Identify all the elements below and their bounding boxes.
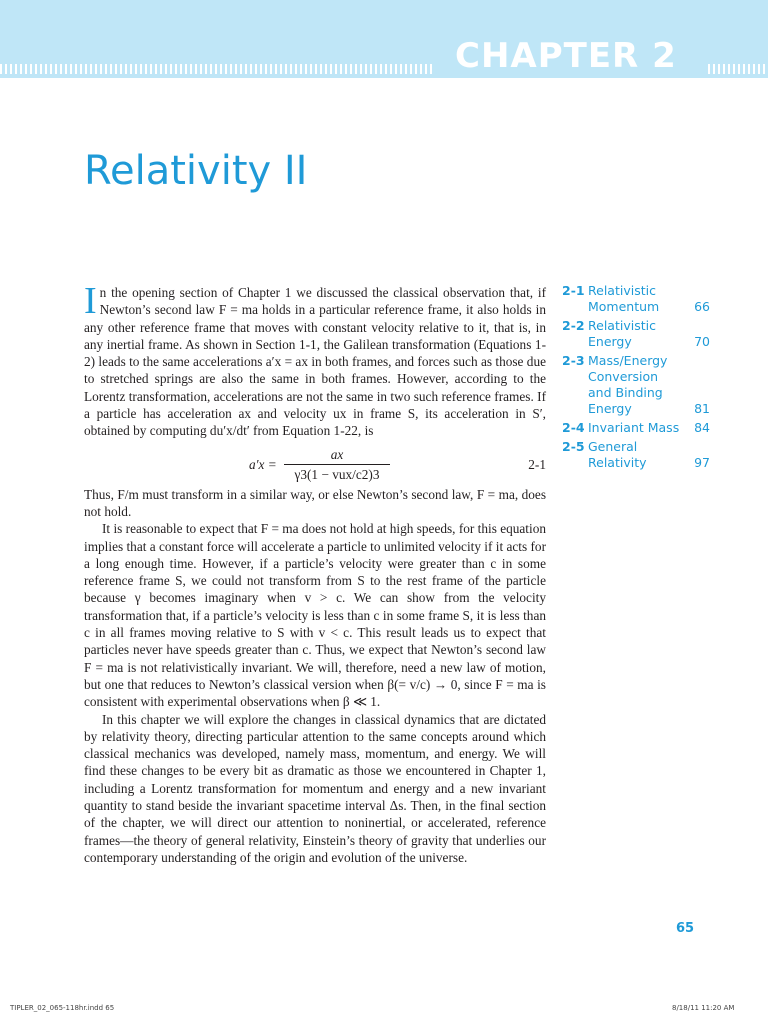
equation-fraction (284, 446, 390, 484)
equation-numerator: ax (284, 446, 390, 465)
toc-item-title: Mass/Energy Conversion and Binding Energy (588, 353, 668, 416)
toc-item-number: 2-3 (562, 353, 585, 368)
toc-item-title: General Relativity (588, 439, 647, 470)
paragraph: It is reasonable to expect that F = ma does not hold at high speeds, for this equation implies that a constant force will accelerate a particle to unlimited velocity if it acts for a long enough time. However, if a particle’s velocity were greater than c in some reference frame S, we could not transform from S to the rest frame of the particle because γ becomes imaginary when v > c. We can show from the velocity transformation that, if a particle’s velocity is less than c in some frame S, it is less than c in all frames moving relative to S with v < c. This result leads us to expect that particles never have speeds greater than c. Thus, we expect that Newton’s second law F = ma is not relativistically invariant. We will, therefore, need a new law of motion, but one that reduces to Newton’s classical version when β(= v/c) → 0, since F = ma is consistent with experimental observations when β ≪ 1. (84, 521, 546, 710)
chapter-label: CHAPTER 2 (455, 36, 677, 76)
chapter-body (84, 280, 546, 866)
chapter-contents (562, 283, 710, 474)
drop-cap: I (84, 280, 97, 322)
paragraph: Thus, F/m must transform in a similar way, or else Newton’s second law, F = ma, does not hold. (84, 486, 546, 519)
toc-item-number: 2-1 (562, 283, 585, 298)
toc-item-number: 2-5 (562, 439, 585, 454)
toc-item-page: 81 (694, 401, 710, 416)
chapter-banner (0, 0, 768, 78)
paragraph: In this chapter we will explore the changes in classical dynamics that are dictated by relativity theory, directing particular attention to the same concepts around which classical mechanics was developed, namely mass, momentum, and energy. We will find these changes to be every bit as dramatic as those we encountered in Chapter 1, including a Lorentz transformation for momentum and energy and a new invariant quantity to stand beside the invariant spacetime interval Δs. Then, in the final section of the chapter, we will direct our attention to noninertial, or accelerated, reference frames—the theory of general relativity, Einstein’s theory of gravity that underlies our contemporary understanding of the origin and evolution of the universe. (84, 711, 546, 865)
intro-paragraph-text: n the opening section of Chapter 1 we discussed the classical observation that, if Newton’s second law F = ma holds in a particular reference frame, it also holds in any other reference frame that moves with constant velocity relative to it, that is, in any inertial frame. As shown in Section 1-1, the Galilean transformation (Equations 1-2) leads to the same accelerations a′x = ax in both frames, and forces such as those due to stretched springs are also the same in both frames. However, according to the Lorentz transformation, accelerations are not the same in two such reference frames. If a particle has acceleration ax and velocity ux in frame S, its acceleration in S′, obtained by computing du′x/dt′ from Equation 1-22, is (84, 285, 546, 439)
toc-item-title: Relativistic Momentum (588, 283, 660, 314)
toc-item[interactable] (562, 439, 710, 471)
toc-item-page: 97 (694, 455, 710, 470)
toc-item[interactable] (562, 318, 710, 350)
banner-tick-pattern-right (708, 64, 768, 74)
toc-item-number: 2-4 (562, 420, 585, 435)
banner-tick-pattern-left (0, 64, 432, 74)
toc-item-title: Invariant Mass (588, 420, 680, 435)
equation-number: 2-1 (528, 456, 546, 472)
footer-timestamp: 8/18/11 11:20 AM (672, 1004, 735, 1012)
equation-denominator: γ3(1 − vux/c2)3 (294, 466, 380, 482)
toc-item[interactable] (562, 353, 710, 417)
toc-item-page: 66 (694, 299, 710, 314)
toc-item-title: Relativistic Energy (588, 318, 656, 349)
toc-item-page: 84 (694, 420, 710, 435)
intro-paragraph (84, 280, 546, 440)
equation-lhs: a′x = (249, 456, 277, 472)
toc-item[interactable] (562, 420, 710, 436)
footer-file-info: TIPLER_02_065-118hr.indd 65 (10, 1004, 115, 1012)
toc-item-number: 2-2 (562, 318, 585, 333)
toc-item[interactable] (562, 283, 710, 315)
equation-2-1 (84, 446, 546, 482)
toc-item-page: 70 (694, 334, 710, 349)
page-number: 65 (676, 921, 695, 936)
chapter-title: Relativity II (84, 148, 308, 194)
